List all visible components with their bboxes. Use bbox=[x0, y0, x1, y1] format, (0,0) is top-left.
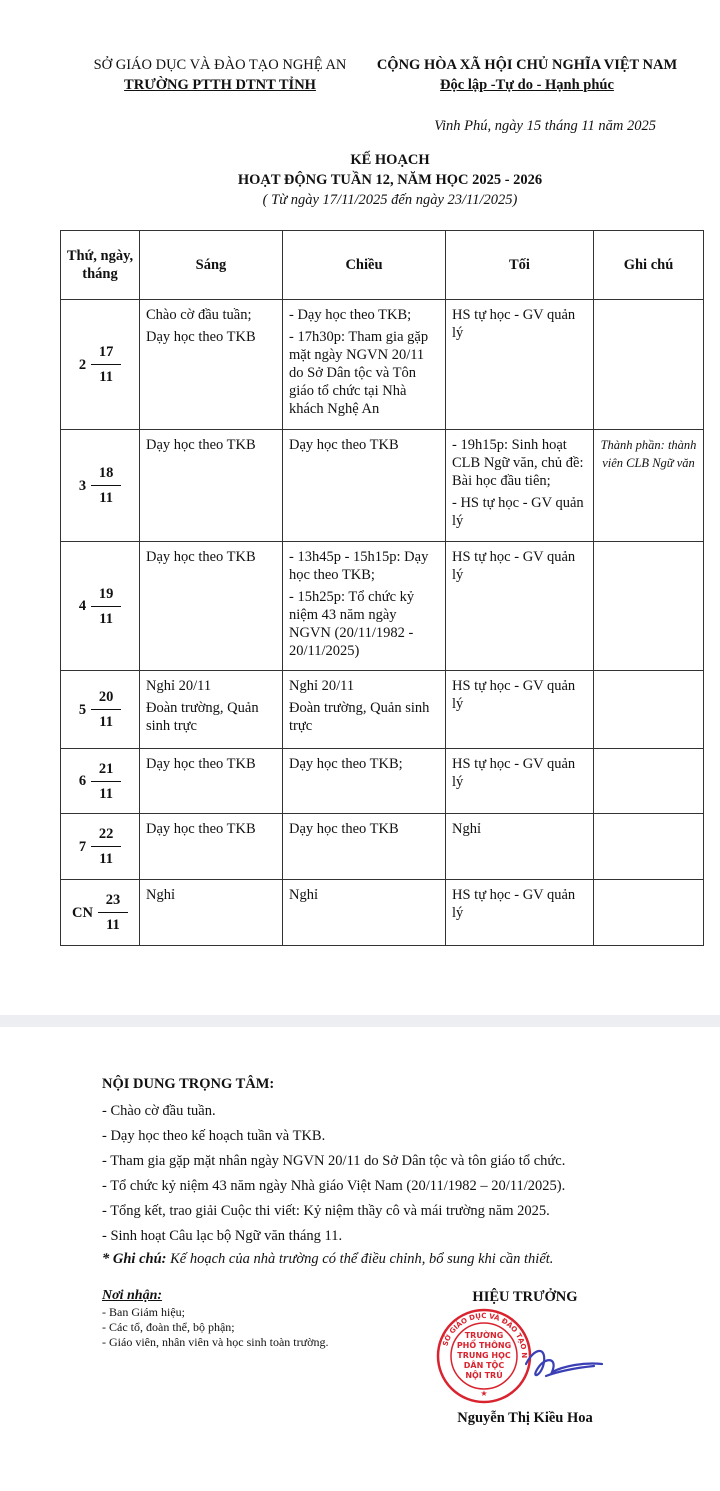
svg-text:TRUNG HỌC: TRUNG HỌC bbox=[457, 1351, 511, 1360]
weekday: 5 bbox=[78, 701, 87, 718]
date-fraction bbox=[91, 688, 121, 731]
afternoon-activity: - 13h45p - 15h15p: Dạy học theo TKB; bbox=[289, 549, 429, 583]
focus-item: - Dạy học theo kế hoạch tuần và TKB. bbox=[102, 1128, 326, 1144]
title-line-2: HOẠT ĐỘNG TUẦN 12, NĂM HỌC 2025 - 2026 bbox=[237, 172, 543, 188]
recipients-list bbox=[102, 1305, 402, 1350]
evening-cell bbox=[446, 814, 594, 880]
morning-cell bbox=[140, 430, 283, 542]
date-fraction bbox=[98, 891, 128, 934]
focus-item: - Tổ chức kỷ niệm 43 năm ngày Nhà giáo Việt Nam (20/11/1982 – 20/11/2025). bbox=[102, 1178, 566, 1194]
issuing-authority bbox=[60, 55, 380, 95]
evening-activity: Nghỉ bbox=[452, 821, 481, 837]
evening-activity: HS tự học - GV quản lý bbox=[452, 307, 576, 341]
morning-activity: Chào cờ đầu tuần; bbox=[146, 307, 252, 323]
seal-and-signature-icon bbox=[434, 1306, 604, 1406]
recipients-label: Nơi nhận: bbox=[102, 1288, 163, 1303]
morning-activity: Dạy học theo TKB bbox=[146, 437, 256, 453]
date-fraction bbox=[91, 464, 121, 507]
school-name: TRƯỜNG PTTH DTNT TỈNH bbox=[124, 77, 316, 93]
title-date-range: ( Từ ngày 17/11/2025 đến ngày 23/11/2025) bbox=[262, 192, 518, 208]
morning-activity: Đoàn trường, Quản sinh trực bbox=[146, 700, 259, 734]
morning-cell bbox=[140, 880, 283, 946]
evening-activity: HS tự học - GV quản lý bbox=[452, 678, 576, 712]
morning-cell bbox=[140, 542, 283, 671]
day-cell bbox=[61, 430, 140, 542]
svg-text:TRƯỜNG: TRƯỜNG bbox=[464, 1331, 504, 1340]
evening-cell bbox=[446, 671, 594, 749]
afternoon-activity: Nghỉ bbox=[289, 887, 318, 903]
table-row bbox=[61, 542, 704, 671]
page-separator bbox=[0, 1015, 720, 1027]
weekday: 7 bbox=[78, 838, 87, 855]
afternoon-cell bbox=[283, 542, 446, 671]
table-header-row bbox=[61, 231, 704, 300]
morning-cell bbox=[140, 749, 283, 814]
month: 11 bbox=[91, 364, 121, 386]
table-row bbox=[61, 880, 704, 946]
focus-item: - Tham gia gặp mặt nhân ngày NGVN 20/11 do Sở Dân tộc và tôn giáo tổ chức. bbox=[102, 1153, 566, 1169]
day-of-month: 22 bbox=[98, 826, 114, 842]
weekday: 4 bbox=[78, 598, 87, 614]
morning-cell bbox=[140, 300, 283, 430]
official-seal bbox=[434, 1306, 604, 1411]
recipient-item: - Các tổ, đoàn thể, bộ phận; bbox=[102, 1320, 235, 1334]
afternoon-activity: - 15h25p: Tổ chức kỷ niệm 43 năm ngày NGVN (20/11/1982 - 20/11/2025) bbox=[289, 589, 415, 659]
table-row bbox=[61, 814, 704, 880]
month: 11 bbox=[91, 846, 121, 868]
weekday: 2 bbox=[78, 356, 87, 373]
table-row bbox=[61, 430, 704, 542]
afternoon-cell bbox=[283, 814, 446, 880]
focus-list bbox=[102, 1101, 702, 1246]
afternoon-cell bbox=[283, 671, 446, 749]
header-evening: Tối bbox=[446, 231, 594, 300]
day-cell bbox=[61, 300, 140, 430]
note-cell bbox=[594, 814, 704, 880]
header-note: Ghi chú bbox=[594, 231, 704, 300]
month: 11 bbox=[98, 912, 128, 934]
recipient-item: - Ban Giám hiệu; bbox=[102, 1305, 185, 1319]
evening-cell bbox=[446, 880, 594, 946]
day-cell bbox=[61, 542, 140, 671]
weekday: 6 bbox=[78, 773, 87, 789]
day-of-month: 20 bbox=[98, 689, 114, 705]
afternoon-activity: Nghỉ 20/11 bbox=[289, 678, 355, 694]
header-morning: Sáng bbox=[140, 231, 283, 300]
national-header bbox=[357, 55, 697, 95]
afternoon-activity: - Dạy học theo TKB; bbox=[289, 307, 412, 323]
document-title bbox=[0, 150, 720, 210]
note-label: * Ghi chú: bbox=[102, 1251, 167, 1267]
note-cell bbox=[594, 671, 704, 749]
focus-heading: NỘI DUNG TRỌNG TÂM: bbox=[102, 1076, 275, 1092]
focus-section bbox=[102, 1076, 702, 1268]
afternoon-activity: Đoàn trường, Quản sinh trực bbox=[289, 700, 430, 734]
morning-activity: Dạy học theo TKB bbox=[146, 756, 256, 772]
month: 11 bbox=[91, 781, 121, 803]
evening-activity: HS tự học - GV quản lý bbox=[452, 549, 576, 583]
date-fraction bbox=[91, 343, 121, 386]
table-row bbox=[61, 749, 704, 814]
evening-activity: - HS tự học - GV quản lý bbox=[452, 495, 584, 529]
day-of-month: 19 bbox=[98, 585, 114, 602]
afternoon-activity: Dạy học theo TKB; bbox=[289, 756, 403, 772]
table-row bbox=[61, 300, 704, 430]
national-motto: Độc lập -Tự do - Hạnh phúc bbox=[440, 77, 614, 93]
weekday: 3 bbox=[78, 477, 87, 494]
svg-text:SỞ GIÁO DỤC VÀ ĐÀO TẠO NGHỆ AN: SỞ GIÁO DỤC VÀ ĐÀO TẠO N bbox=[441, 1311, 529, 1359]
month: 11 bbox=[91, 606, 121, 628]
svg-text:NỘI TRÚ: NỘI TRÚ bbox=[465, 1371, 503, 1380]
note-cell: Thành phần: thành viên CLB Ngữ văn bbox=[594, 430, 704, 542]
morning-activity: Dạy học theo TKB bbox=[146, 329, 256, 345]
table-row bbox=[61, 671, 704, 749]
evening-cell bbox=[446, 542, 594, 671]
header-afternoon: Chiều bbox=[283, 231, 446, 300]
afternoon-activity: Dạy học theo TKB bbox=[289, 821, 399, 837]
afternoon-cell bbox=[283, 300, 446, 430]
focus-item: - Sinh hoạt Câu lạc bộ Ngữ văn tháng 11. bbox=[102, 1228, 343, 1244]
weekday: CN bbox=[72, 904, 93, 921]
day-cell bbox=[61, 671, 140, 749]
month: 11 bbox=[91, 485, 121, 507]
day-cell bbox=[61, 814, 140, 880]
recipient-item: - Giáo viên, nhân viên và học sinh toàn trường. bbox=[102, 1335, 329, 1349]
morning-cell bbox=[140, 814, 283, 880]
schedule-body bbox=[61, 300, 704, 946]
svg-text:DÂN TỘC: DÂN TỘC bbox=[463, 1361, 505, 1370]
morning-activity: Nghỉ bbox=[146, 887, 175, 903]
evening-cell bbox=[446, 749, 594, 814]
note-cell bbox=[594, 880, 704, 946]
weekly-schedule-table bbox=[60, 230, 704, 946]
afternoon-cell bbox=[283, 880, 446, 946]
morning-activity: Dạy học theo TKB bbox=[146, 821, 256, 837]
note-cell bbox=[594, 542, 704, 671]
principal-title: HIỆU TRƯỞNG bbox=[472, 1289, 578, 1305]
date-fraction bbox=[91, 825, 121, 868]
nation-name: CỘNG HÒA XÃ HỘI CHỦ NGHĨA VIỆT NAM bbox=[376, 57, 678, 73]
month: 11 bbox=[91, 709, 121, 731]
title-line-1: KẾ HOẠCH bbox=[350, 152, 430, 168]
evening-activity: - 19h15p: Sinh hoạt CLB Ngữ văn, chủ đề: Bài học đầu tiên; bbox=[452, 437, 584, 489]
date-fraction bbox=[91, 585, 121, 628]
day-of-month: 17 bbox=[98, 344, 114, 360]
day-of-month: 23 bbox=[105, 892, 121, 908]
note-text: Kế hoạch của nhà trường có thể điều chỉnh, bổ sung khi cần thiết. bbox=[166, 1251, 554, 1267]
evening-cell bbox=[446, 300, 594, 430]
evening-activity: HS tự học - GV quản lý bbox=[452, 756, 576, 790]
afternoon-activity: Dạy học theo TKB bbox=[289, 437, 399, 453]
svg-text:PHỔ THÔNG: PHỔ THÔNG bbox=[456, 1341, 512, 1350]
focus-item: - Chào cờ đầu tuần. bbox=[102, 1103, 216, 1119]
department-name: SỞ GIÁO DỤC VÀ ĐÀO TẠO NGHỆ AN bbox=[93, 57, 347, 73]
svg-text:★: ★ bbox=[480, 1389, 488, 1398]
focus-item: - Tổng kết, trao giải Cuộc thi viết: Kỷ niệm thầy cô và mái trường năm 2025. bbox=[102, 1203, 550, 1219]
recipients-block bbox=[102, 1288, 402, 1350]
afternoon-activity: - 17h30p: Tham gia gặp mặt ngày NGVN 20/11 do Sở Dân tộc và Tôn giáo tổ chức tại Nhà khách Nghệ An bbox=[289, 329, 429, 417]
afternoon-cell bbox=[283, 749, 446, 814]
day-cell bbox=[61, 880, 140, 946]
evening-cell bbox=[446, 430, 594, 542]
evening-activity: HS tự học - GV quản lý bbox=[452, 887, 576, 921]
day-of-month: 21 bbox=[98, 760, 114, 777]
principal-name: Nguyễn Thị Kiều Hoa bbox=[457, 1410, 593, 1426]
date-fraction bbox=[91, 760, 121, 803]
note-cell bbox=[594, 300, 704, 430]
afternoon-cell bbox=[283, 430, 446, 542]
place-date: Vinh Phú, ngày 15 tháng 11 năm 2025 bbox=[434, 118, 656, 134]
day-cell bbox=[61, 749, 140, 814]
header-day: Thứ, ngày, tháng bbox=[61, 231, 140, 300]
day-of-month: 18 bbox=[98, 465, 114, 481]
plan-note bbox=[102, 1251, 702, 1268]
morning-cell bbox=[140, 671, 283, 749]
note-cell bbox=[594, 749, 704, 814]
morning-activity: Dạy học theo TKB bbox=[146, 549, 256, 565]
morning-activity: Nghỉ 20/11 bbox=[146, 678, 212, 694]
